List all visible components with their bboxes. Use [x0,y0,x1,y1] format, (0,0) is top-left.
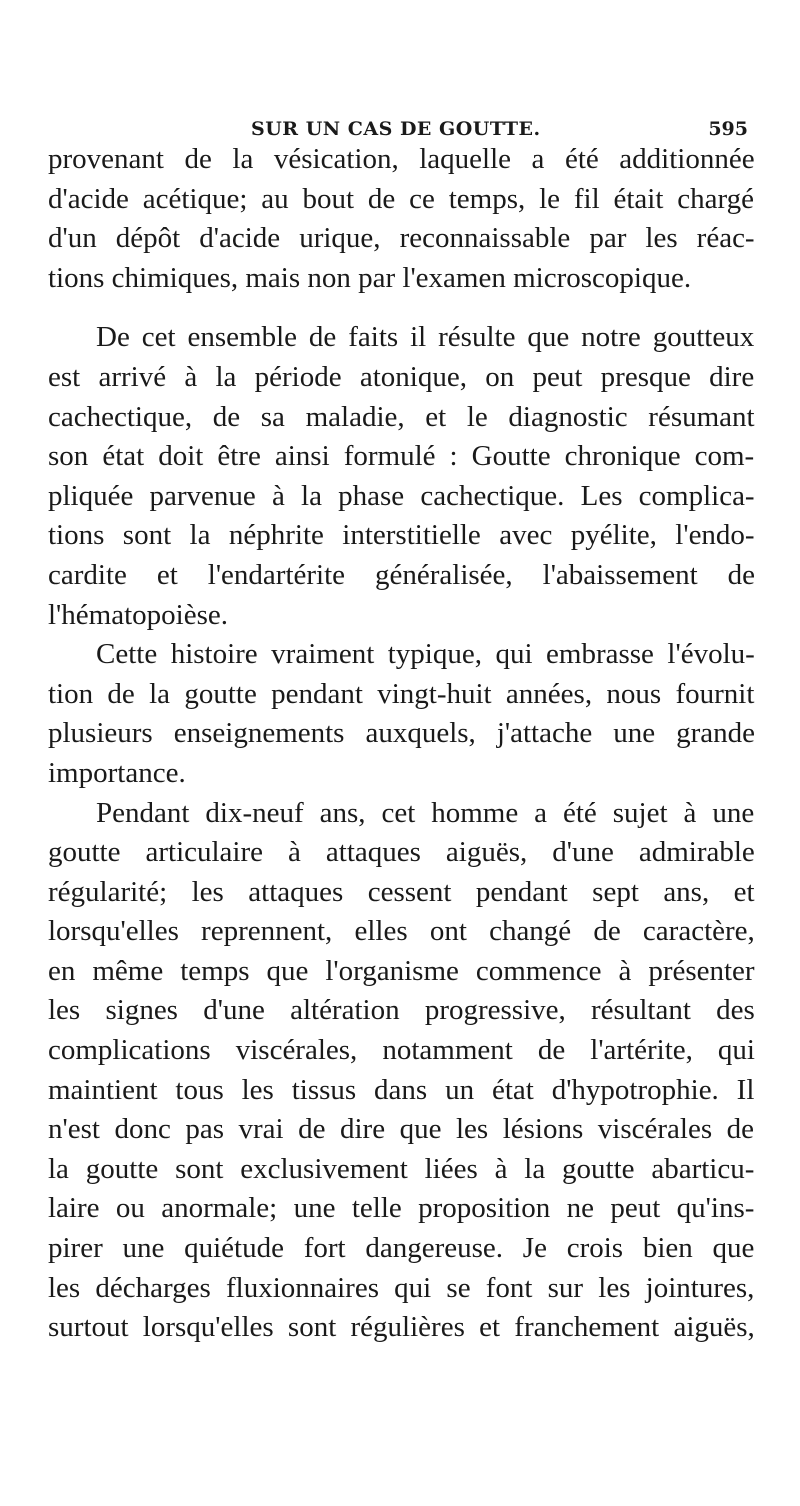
text-line: régularité; les attaques cessent pendant sept ans, et [48,875,755,908]
running-head: SUR UN CAS DE GOUTTE. [251,118,541,140]
text-line: tions chimiques, mais non par l'examen microscopique. [48,261,692,294]
text-line: pliquée parvenue à la phase cachectique. Les complica- [48,479,755,512]
text-line: est arrivé à la période atonique, on peut presque dire [48,360,755,393]
text-line: maintient tous les tissus dans un état d'hypotrophie. Il [48,1073,755,1106]
text-line: la goutte sont exclusivement liées à la goutte abarticu- [48,1152,755,1185]
paragraph-2 [48,318,756,635]
text-line: d'un dépôt d'acide urique, reconnaissable par les réac- [48,222,755,255]
text-line: tion de la goutte pendant vingt-huit années, nous fournit [48,677,755,710]
text-line: Pendant dix-neuf ans, cet homme a été sujet à une [96,796,755,829]
text-line: surtout lorsqu'elles sont régulières et franchement aiguës, [48,1311,755,1344]
text-line: lorsqu'elles reprennent, elles ont changé de caractère, [48,915,755,948]
text-line: cachectique, de sa maladie, et le diagnostic résumant [48,400,755,433]
text-line: d'acide acétique; au bout de ce temps, le fil était chargé [48,182,754,215]
paragraph-3 [48,635,756,793]
page-header [48,118,752,138]
text-line: les signes d'une altération progressive, résultant des [48,994,755,1027]
text-line: les décharges fluxionnaires qui se font sur les jointures, [48,1271,755,1304]
paragraph-4 [48,794,756,1348]
text-line: importance. [48,756,186,789]
text-line: De cet ensemble de faits il résulte que notre goutteux [96,321,755,354]
text-line: tions sont la néphrite interstitielle avec pyélite, l'endo- [48,519,755,552]
text-line: en même temps que l'organisme commence à présenter [48,954,755,987]
text-line: goutte articulaire à attaques aiguës, d'une admirable [48,836,755,869]
text-line: l'hématopoièse. [48,598,228,631]
text-line: n'est donc pas vrai de dire que les lésions viscérales de [48,1113,754,1146]
paragraph-1 [48,140,756,298]
text-line: cardite et l'endartérite généralisée, l'abaissement de [48,558,755,591]
page-number: 595 [708,118,748,140]
text-line: son état doit être ainsi formulé : Goutte chronique com- [48,440,755,473]
text-line: Cette histoire vraiment typique, qui embrasse l'évolu- [96,638,755,671]
text-line: plusieurs enseignements auxquels, j'attache une grande [48,717,755,750]
text-line: complications viscérales, notamment de l'artérite, qui [48,1034,755,1067]
text-line: provenant de la vésication, laquelle a été additionnée [48,143,755,175]
text-line: laire ou anormale; une telle proposition ne peut qu'ins- [48,1192,755,1225]
body-text [48,140,756,1348]
text-line: pirer une quiétude fort dangereuse. Je crois bien que [48,1232,755,1265]
